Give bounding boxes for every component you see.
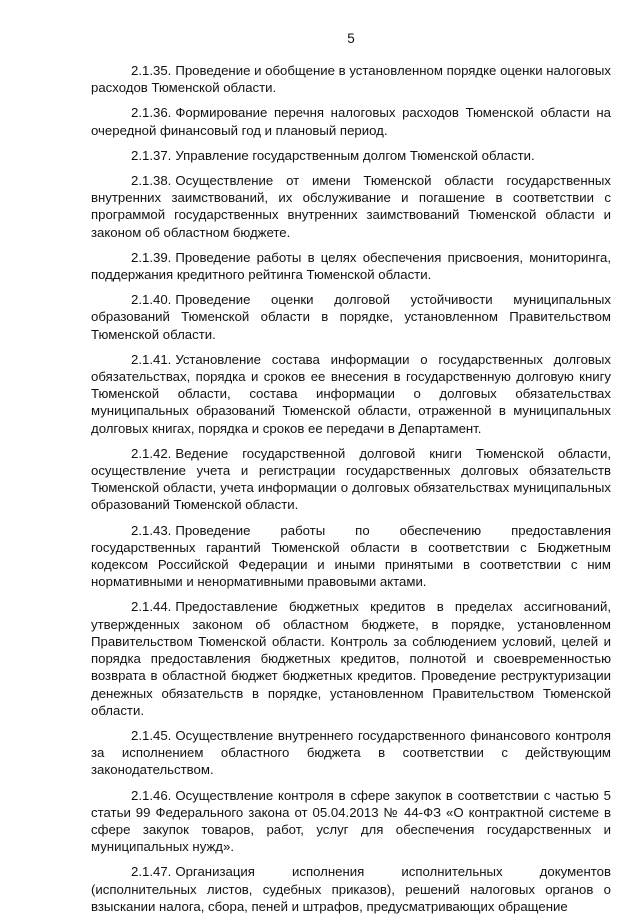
paragraph-number: 2.1.37. (131, 147, 172, 163)
paragraph-2-1-36 (91, 104, 611, 138)
paragraph-number: 2.1.43. (131, 522, 172, 538)
paragraph-text: Осуществление внутреннего государственного финансового контроля за исполнением областного бюджета в соответствии с действующим законодательством. (91, 727, 611, 778)
paragraph-2-1-46 (91, 787, 611, 856)
paragraph-2-1-38 (91, 172, 611, 241)
document-page (91, 30, 611, 923)
paragraph-number: 2.1.39. (131, 249, 172, 265)
paragraph-number: 2.1.35. (131, 63, 172, 78)
paragraph-text: Проведение работы по обеспечению предоставления государственных гарантий Тюменской области в соответствии с Бюджетным кодексом Российской Федерации и иными принятыми в соответствии с ним нормативными и ненормативными правовыми актами. (91, 522, 611, 590)
paragraph-2-1-43 (91, 522, 611, 591)
paragraph-2-1-39 (91, 249, 611, 283)
paragraph-2-1-47 (91, 863, 611, 915)
paragraph-2-1-35 (91, 62, 611, 96)
paragraph-number: 2.1.46. (131, 787, 172, 803)
paragraph-2-1-44 (91, 598, 611, 718)
paragraph-text: Формирование перечня налоговых расходов Тюменской области на очередной финансовый год и плановый период. (91, 105, 611, 138)
page-number: 5 (347, 31, 355, 46)
paragraph-2-1-45 (91, 727, 611, 779)
paragraph-text: Проведение и обобщение в установленном порядке оценки налоговых расходов Тюменской области. (91, 63, 611, 96)
paragraph-number: 2.1.40. (131, 292, 172, 308)
paragraph-text: Управление государственным долгом Тюменской области. (175, 147, 535, 163)
paragraph-number: 2.1.41. (131, 351, 172, 367)
paragraph-text: Ведение государственной долговой книги Тюменской области, осуществление учета и регистрации государственных долговых обязательств Тюменской области, учета информации о долговых обязательствах муниципальных образований Тюменской области. (91, 445, 611, 513)
paragraph-number: 2.1.45. (131, 727, 172, 743)
paragraph-text: Проведение работы в целях обеспечения присвоения, мониторинга, поддержания кредитного рейтинга Тюменской области. (91, 249, 611, 283)
paragraph-text: Проведение оценки долговой устойчивости муниципальных образований Тюменской области в порядке, установленном Правительством Тюменской области. (91, 292, 611, 342)
paragraph-text: Предоставление бюджетных кредитов в пределах ассигнований, утвержденных законом об областном бюджете, в порядке, установленном Правительством Тюменской области. Контроль за соблюдением условий, целей и порядка предоставления бюджетных кредитов, полнотой и своевременностью возврата в областной бюджет бюджетных кредитов. Проведение реструктуризации денежных обязательств в порядке, установленном Правительством Тюменской области. (91, 599, 611, 718)
paragraph-text: Организация исполнения исполнительных документов (исполнительных листов, судебных приказов), решений налоговых органов о взыскании налога, сбора, пеней и штрафов, предусматривающих обращение (91, 864, 611, 914)
paragraph-2-1-41 (91, 351, 611, 437)
paragraph-text: Осуществление контроля в сфере закупок в соответствии с частью 5 статьи 99 Федерального закона от 05.04.2013 № 44-ФЗ «О контрактной системе в сфере закупок товаров, работ, услуг для обеспечения государственных и муниципальных нужд». (91, 787, 611, 855)
paragraph-2-1-42 (91, 445, 611, 514)
paragraph-2-1-40 (91, 291, 611, 343)
paragraph-number: 2.1.47. (131, 864, 172, 880)
paragraph-number: 2.1.36. (131, 105, 172, 121)
paragraph-text: Осуществление от имени Тюменской области государственных внутренних заимствований, их обслуживание и погашение в соответствии с программой государственных внутренних заимствований Тюменской области и законом об областном бюджете. (91, 173, 611, 240)
paragraph-number: 2.1.38. (131, 173, 172, 189)
paragraph-number: 2.1.44. (131, 599, 172, 615)
paragraph-2-1-37 (91, 147, 611, 164)
paragraph-text: Установление состава информации о государственных долговых обязательствах, порядка и сроков ее внесения в государственную долговую книгу Тюменской области, состава информации о долговых обязательствах муниципальных образований Тюменской области, отраженной в муниципальных долговых книгах, порядка и сроков ее передачи в Департамент. (91, 351, 611, 436)
paragraph-number: 2.1.42. (131, 445, 172, 461)
